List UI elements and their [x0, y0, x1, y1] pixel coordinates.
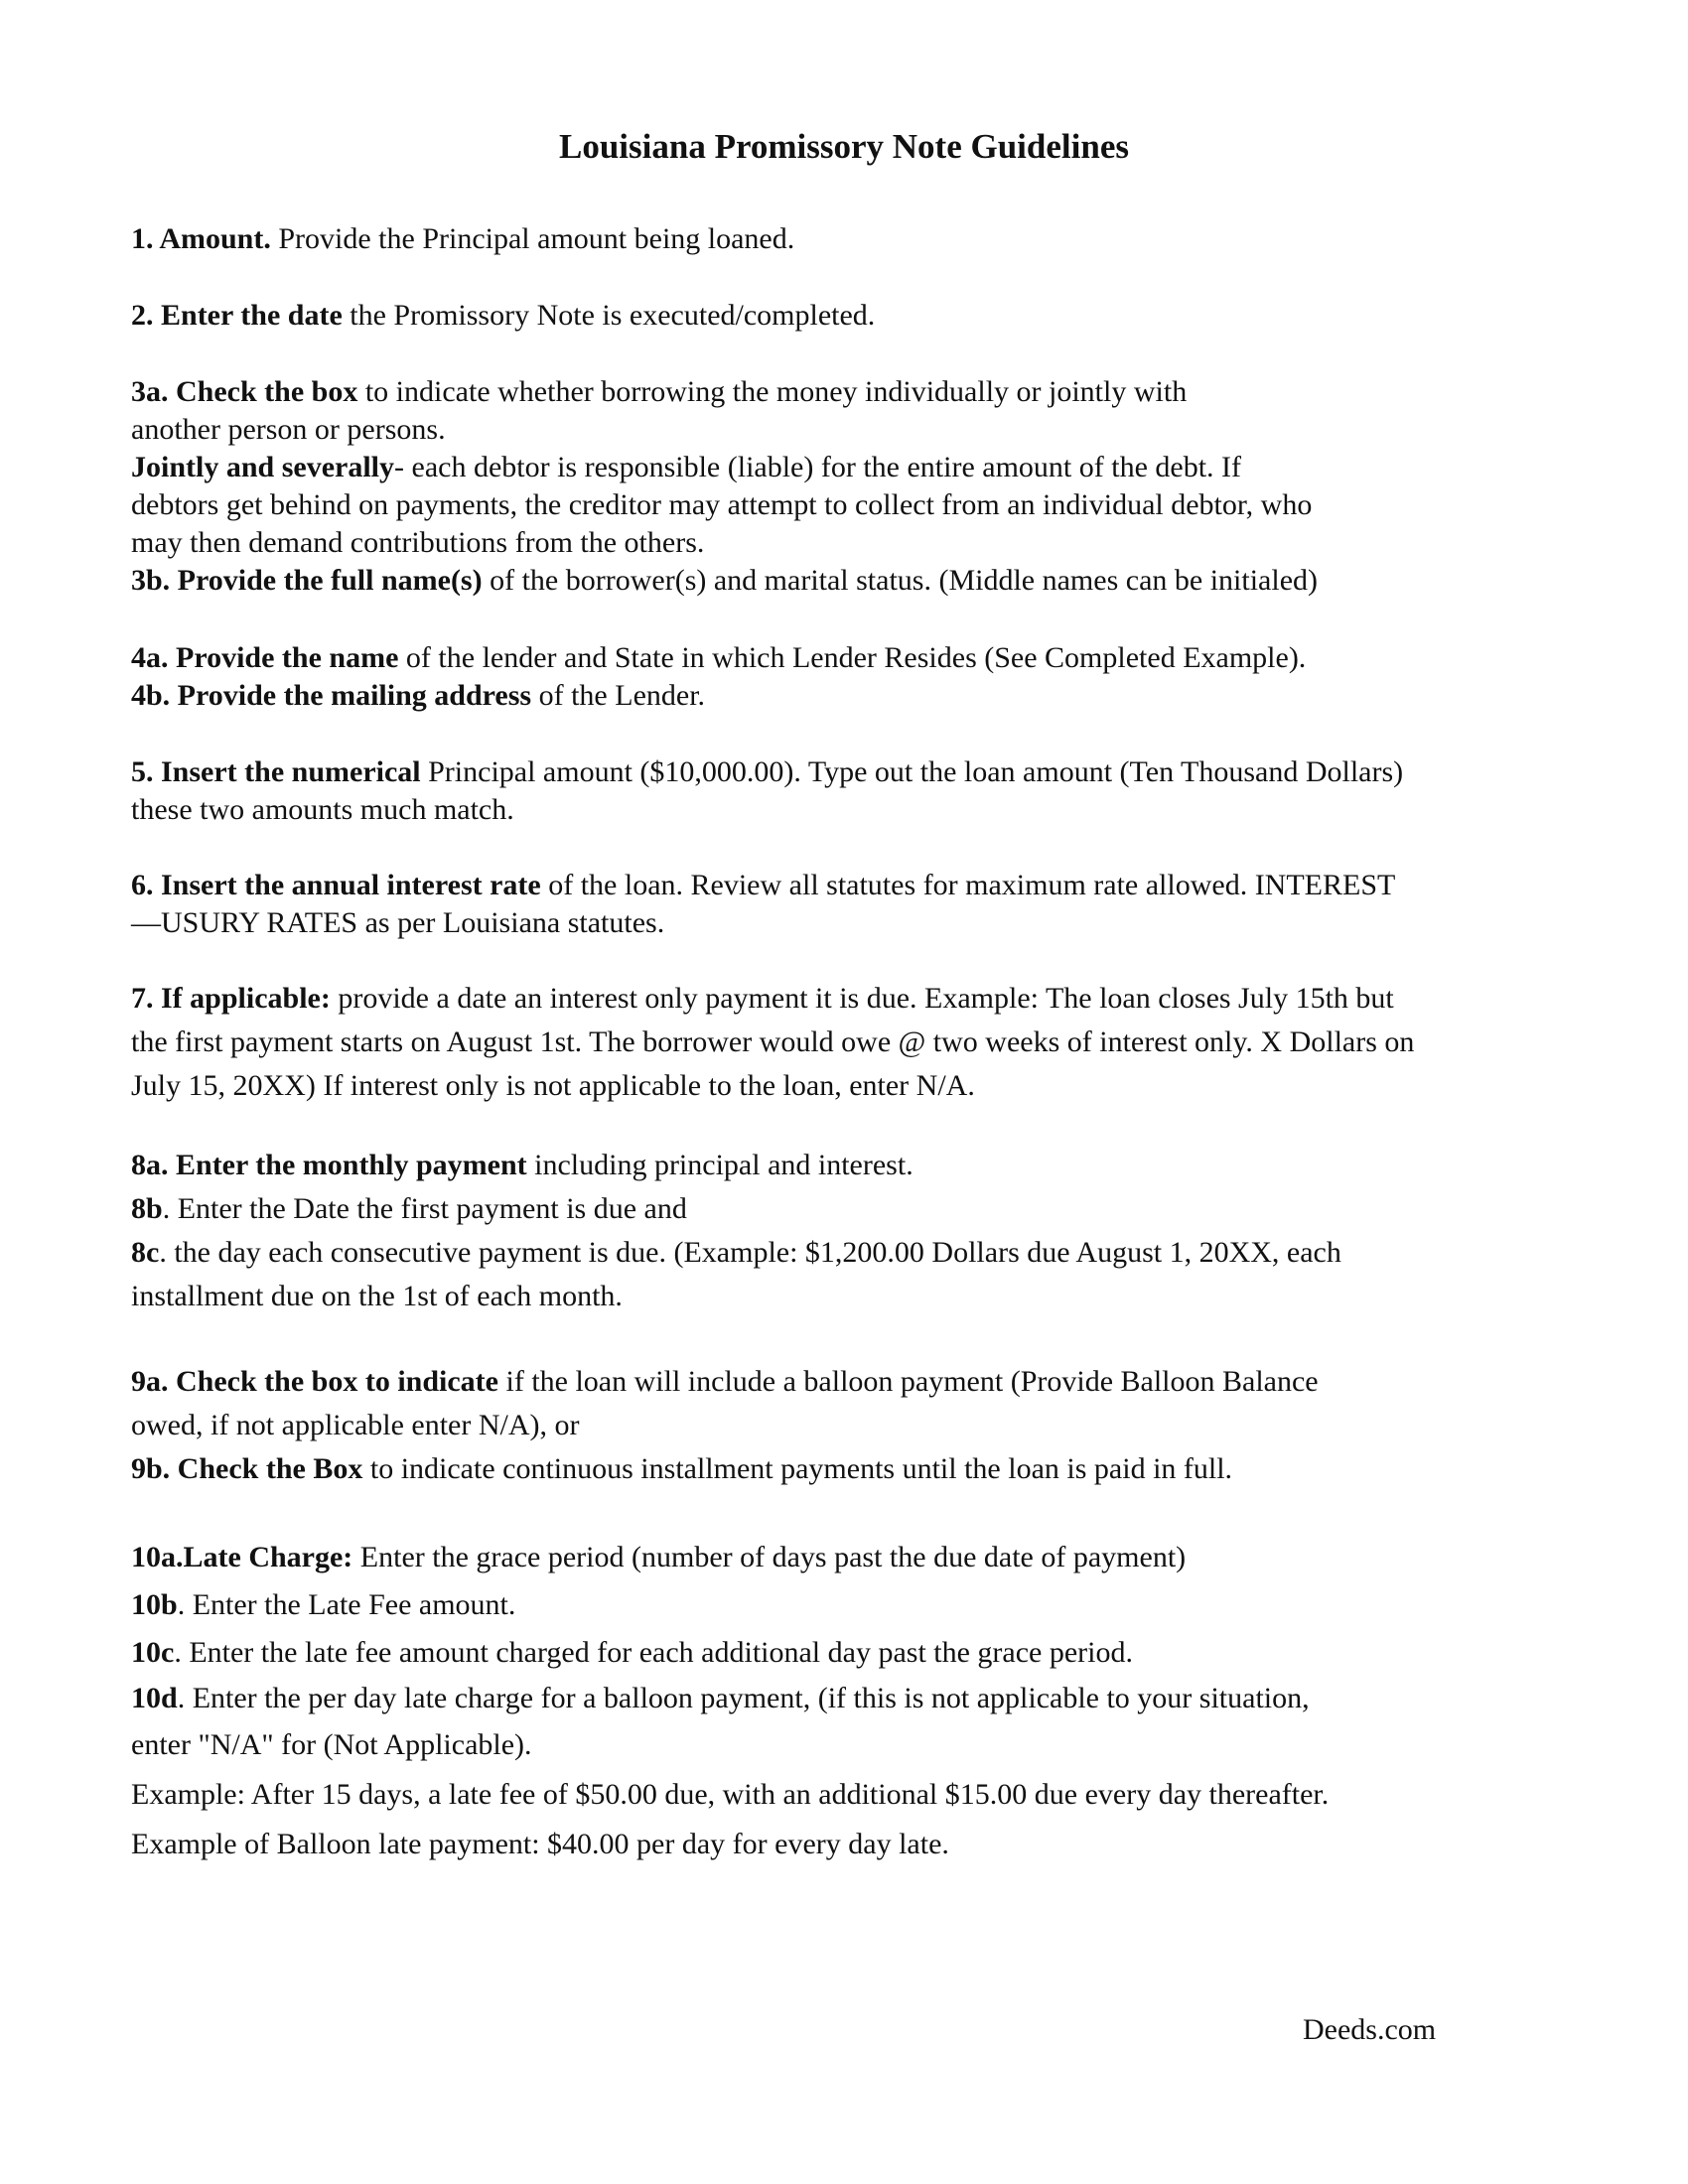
guideline-7-interest-only: 7. If applicable: provide a date an interest only payment it is due. Example: The loan closes July 15th but the first payment starts on August 1st. The borrower would owe @ two weeks of interest only. X Dollars on July 15, 20XX) If interest only is not applicable to the loan, enter N/A. [131, 982, 1415, 1102]
guideline-6-interest-rate: 6. Insert the annual interest rate of the loan. Review all statutes for maximum rate allowed. INTEREST —USURY RATES as per Louisiana statutes. [131, 869, 1396, 939]
guideline-5-principal: 5. Insert the numerical Principal amount ($10,000.00). Type out the loan amount (Ten Thousand Dollars) these two amounts much match. [131, 755, 1404, 826]
guideline-4-lender: 4a. Provide the name of the lender and State in which Lender Resides (See Completed Example). 4b. Provide the mailing address of the Lender. [131, 641, 1307, 712]
guideline-3-borrowers: 3a. Check the box to indicate whether borrowing the money individually or jointly with another person or persons. Jointly and severally- each debtor is responsible (liable) for the entire amount of the debt. If debtors get behind on payments, the creditor may attempt to collect from an individual debtor, who may then demand contributions from the others. 3b. Provide the full name(s) of the borrower(s) and marital status. (Middle names can be initialed) [131, 375, 1319, 597]
guideline-1-amount: 1. Amount. Provide the Principal amount being loaned. [131, 222, 795, 255]
guideline-9-balloon: 9a. Check the box to indicate if the loan will include a balloon payment (Provide Balloon Balance owed, if not applicable enter N/A), or 9b. Check the Box to indicate continuous installment payments until the loan is paid in full. [131, 1365, 1319, 1485]
document-title: Louisiana Promissory Note Guidelines [559, 127, 1129, 166]
guideline-2-date: 2. Enter the date the Promissory Note is executed/completed. [131, 299, 876, 332]
guideline-10-late-charge: 10a.Late Charge: Enter the grace period (number of days past the due date of payment) 10b. Enter the Late Fee amount. 10c. Enter the late fee amount charged for each additional day past the grace period. 10d. Enter the per day late charge for a balloon payment, (if this is not applicable to your situation, enter "N/A" for (Not Applicable). Example: After 15 days, a late fee of $50.00 due, with an additional $15.00 due every day thereafter. Example of Balloon late payment: $40.00 per day for every day late. [131, 1541, 1330, 1860]
footer-brand: Deeds.com [1303, 2013, 1437, 2046]
guideline-8-monthly-payment: 8a. Enter the monthly payment including principal and interest. 8b. Enter the Date the first payment is due and 8c. the day each consecutive payment is due. (Example: $1,200.00 Dollars due August 1, 20XX, each installment due on the 1st of each month. [131, 1149, 1341, 1312]
